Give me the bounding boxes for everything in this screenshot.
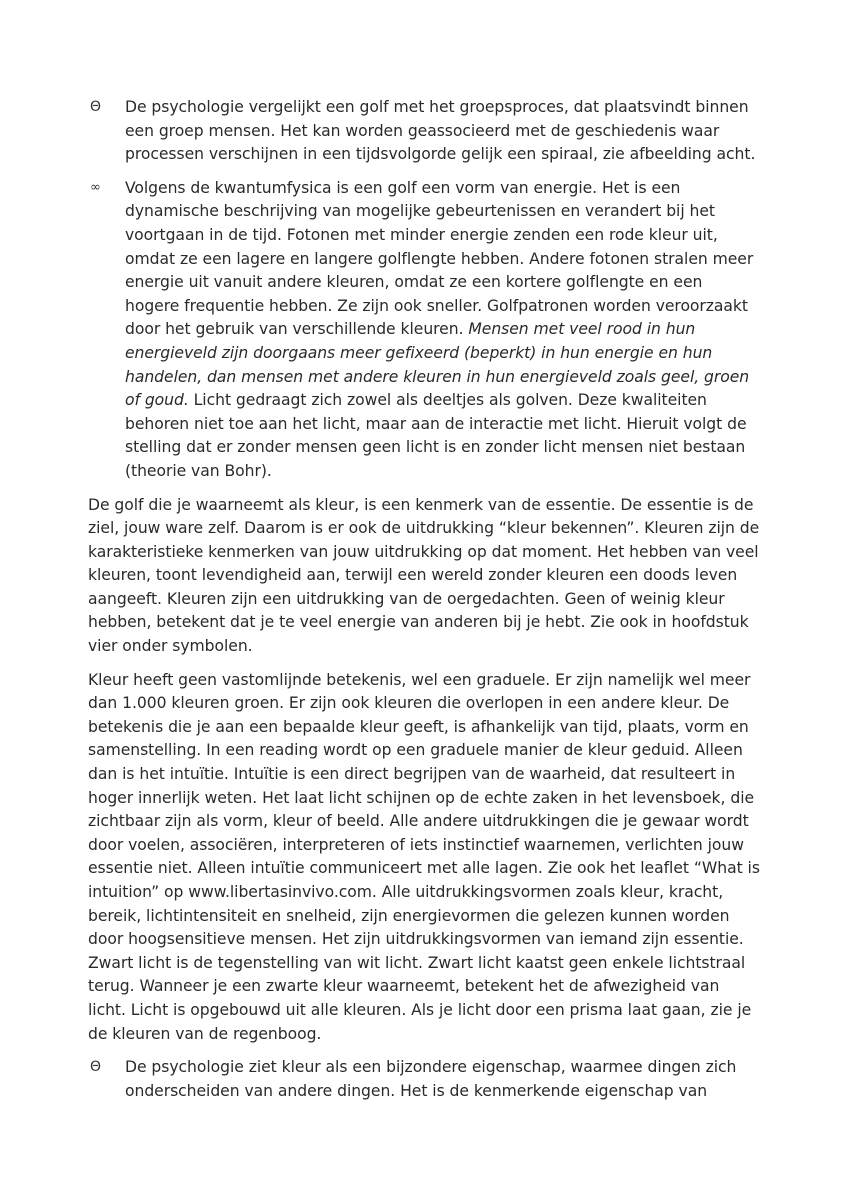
paragraph-color-meaning: Kleur heeft geen vastomlijnde betekenis, wel een graduele. Er zijn namelijk wel meer dan 1.000 kleuren groen. Er zijn ook kleuren die overlopen in een andere kleur. De betekenis die je aan een bepaalde kleur geeft, is afhankelijk van tijd, plaats, vorm en samenstelling. In een reading wordt op een graduele manier de kleur geduid. Alleen dan is het intuïtie. Intuïtie is een direct begrijpen van de waarheid, dat resulteert in hoger innerlijk weten. Het laat licht schijnen op de echte zaken in het levensboek, die zichtbaar zijn als vorm, kleur of beeld. Alle andere uitdrukkingen die je gewaar wordt door voelen, associëren, interpreteren of iets instinctief waarnemen, verlichten jouw essentie niet. Alleen intuïtie communiceert met alle lagen. Zie ook het leaflet “What is intuition” op www.libertasinvivo.com. Alle uitdrukkingsvormen zoals kleur, kracht, bereik, lichtintensiteit en snelheid, zijn energievormen die gelezen kunnen worden door hoogsensitieve mensen. Het zijn uitdrukkingsvormen van iemand zijn essentie. Zwart licht is de tegenstelling van wit licht. Zwart licht kaatst geen enkele lichtstraal terug. Wanneer je een zwarte kleur waarneemt, betekent het de afwezigheid van licht. Licht is opgebouwd uit alle kleuren. Als je licht door een prisma laat gaan, zie je de kleuren van de regenboog.	[88, 670, 760, 1043]
bullet-text-part-b: Licht gedraagt zich zowel als deeltjes als golven. Deze kwaliteiten behoren niet toe aan het licht, maar aan de interactie met licht. Hieruit volgt de stelling dat er zonder mensen geen licht is en zonder licht mensen niet bestaan (theorie van Bohr).	[125, 391, 747, 480]
bullet-text: De psychologie ziet kleur als een bijzondere eigenschap, waarmee dingen zich onderscheiden van andere dingen. Het is de kenmerkende eigenschap van	[125, 1058, 737, 1100]
theta-bullet-icon: Θ	[90, 1059, 101, 1076]
bullet-text-part-a: Volgens de kwantumfysica is een golf een vorm van energie. Het is een dynamische beschrijving van mogelijke gebeurtenissen en verandert bij het voortgaan in de tijd. Fotonen met minder energie zenden een rode kleur uit, omdat ze een lagere en langere golflengte hebben. Andere fotonen stralen meer energie uit vanuit andere kleuren, omdat ze een kortere golflengte en een hogere frequentie hebben. Ze zijn ook sneller. Golfpatronen worden veroorzaakt door het gebruik van verschillende kleuren.	[125, 178, 754, 339]
document-page	[88, 96, 760, 1113]
bullet-item-psychology-wave	[88, 96, 760, 167]
bullet-item-psychology-color	[88, 1056, 760, 1103]
paragraph-wave-essence: De golf die je waarneemt als kleur, is een kenmerk van de essentie. De essentie is de ziel, jouw ware zelf. Daarom is er ook de uitdrukking “kleur bekennen”. Kleuren zijn de karakteristieke kenmerken van jouw uitdrukking op dat moment. Het hebben van veel kleuren, toont levendigheid aan, terwijl een wereld zonder kleuren een doods leven aangeeft. Kleuren zijn een uitdrukking van de oergedachten. Geen of weinig kleur hebben, betekent dat je te veel energie van anderen bij je hebt. Zie ook in hoofdstuk vier onder symbolen.	[88, 495, 760, 656]
theta-bullet-icon: Θ	[90, 99, 101, 115]
infinity-bullet-icon: ∞	[90, 179, 101, 195]
bullet-item-quantum-physics	[88, 177, 760, 484]
bullet-text: De psychologie vergelijkt een golf met het groepsproces, dat plaatsvindt binnen een groep mensen. Het kan worden geassocieerd met de geschiedenis waar processen verschijnen in een tijdsvolgorde gelijk een spiraal, zie afbeelding acht.	[125, 98, 756, 164]
bullet-text-italic: Mensen met veel rood in hun energieveld zijn doorgaans meer gefixeerd (beperkt) in hun energie en hun handelen, dan mensen met andere kleuren in hun energieveld zoals geel, groen of goud.	[125, 320, 750, 410]
